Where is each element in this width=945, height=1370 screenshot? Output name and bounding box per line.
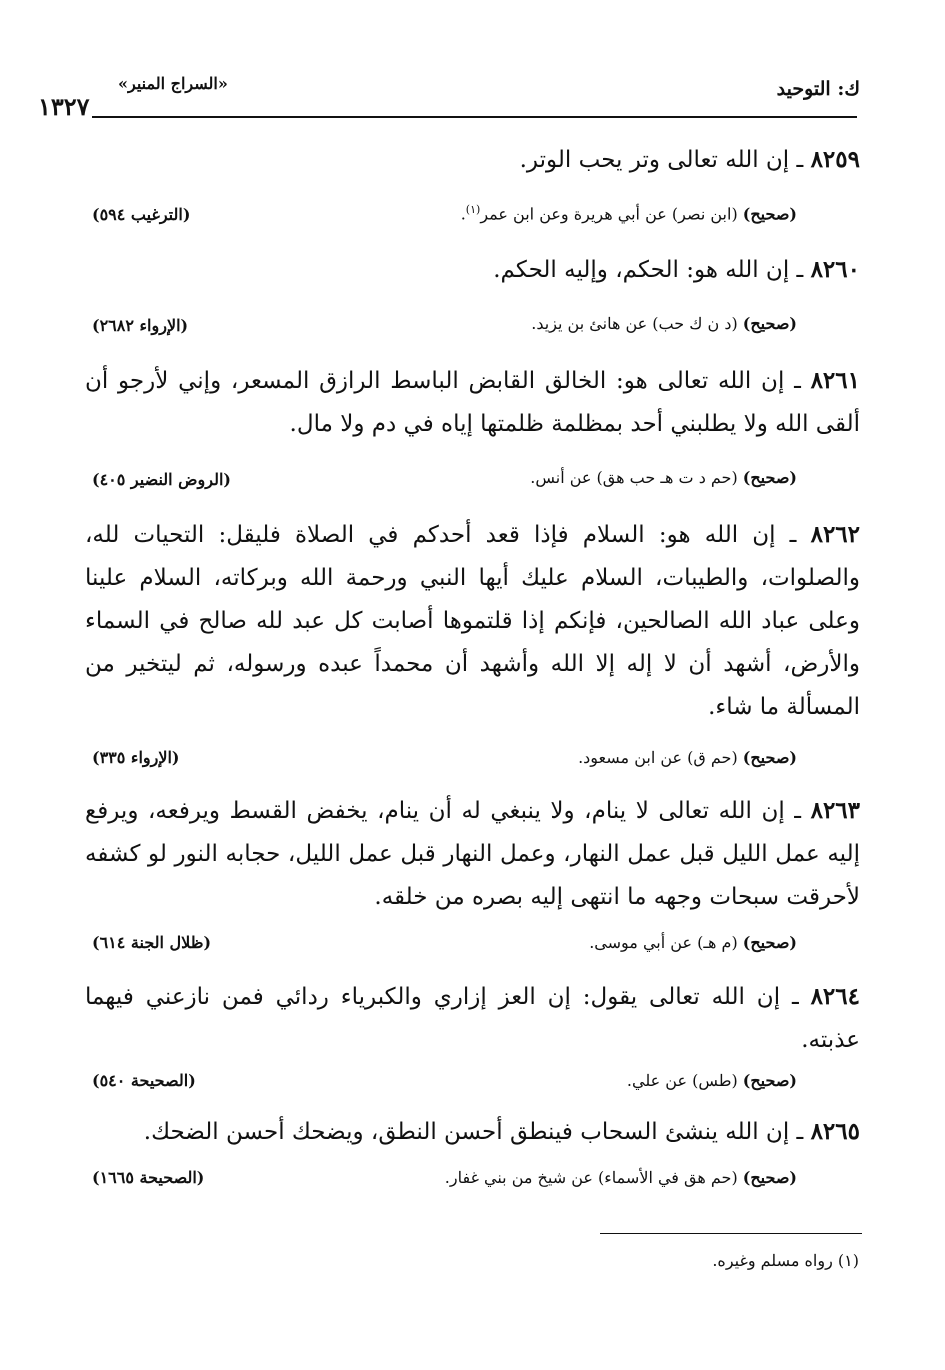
hadith-8265 [85,1110,860,1154]
narrators: (م هـ) عن أبي موسى. [589,933,738,952]
grading-line [445,1168,797,1187]
narrators: (ابن نصر) عن أبي هريرة وعن ابن عمر [480,204,738,224]
header-rule [92,116,857,118]
footnote-text: رواه مسلم وغيره. [712,1251,833,1270]
footnote-ref: (١) [465,203,481,216]
footnote [712,1251,859,1270]
hadith-text: ـ إن الله تعالى يقول: إن العز إزاري والكبرياء ردائي فمن نازعني فيهما عذبته. [85,984,860,1053]
narrators: (حم ق) عن ابن مسعود. [578,748,738,767]
source-ref: (الروض النضير ٤٠٥) [92,470,231,489]
grading-line [578,748,797,767]
grading-line [589,933,797,952]
hadith-text: ـ إن الله تعالى هو: الخالق القابض الباسط الرازق المسعر، وإني لأرجو أن ألقى الله ولا يطلبني أحد بمظلمة ظلمتها إياه في دم ولا مال. [85,368,860,437]
source-ref: (ظلال الجنة ٦١٤) [92,933,212,952]
footnote-rule [600,1233,862,1234]
grading-line [627,1071,797,1090]
narrators: (حم هق في الأسماء) عن شيخ من بني غفار. [444,1168,738,1187]
hadith-text: ـ إن الله ينشئ السحاب فينطق أحسن النطق، ويضحك أحسن الضحك. [143,1119,804,1145]
hadith-text: ـ إن الله هو: الحكم، وإليه الحكم. [493,257,804,283]
grading-line [530,468,797,487]
hadith-8261 [85,359,860,446]
hadith-number: ٨٢٦٤ [810,983,860,1010]
punctuation: . [460,204,466,224]
footnote-number: (١) [837,1251,859,1270]
grade: (صحيح) [742,204,797,224]
grade: (صحيح) [742,748,797,767]
narrators: (د ن ك حب) عن هانئ بن يزيد. [531,314,738,333]
grade: (صحيح) [742,1071,797,1090]
hadith-number: ٨٢٥٩ [810,146,860,173]
hadith-8260 [85,248,860,292]
source-ref: (الصحيحة ١٦٦٥) [92,1168,205,1187]
source-ref: (الترغيب ٥٩٤) [92,205,191,224]
hadith-text: ـ إن الله تعالى وتر يحب الوتر. [519,147,804,173]
source-ref: (الإرواء ٢٦٨٢) [92,316,189,335]
hadith-8262 [85,513,860,729]
hadith-8263 [85,789,860,919]
grade: (صحيح) [742,933,797,952]
source-ref: (الإرواء ٣٣٥) [92,748,180,767]
grade: (صحيح) [742,314,797,333]
grading-line [461,203,797,223]
hadith-8259 [85,138,860,182]
grade: (صحيح) [742,468,797,487]
hadith-number: ٨٢٦٠ [810,256,860,283]
grading-line [531,314,797,333]
grade: (صحيح) [742,1168,797,1187]
hadith-8264 [85,975,860,1062]
page-number: ١٣٢٧ [38,92,90,121]
book-title: «السراج المنير» [118,74,228,93]
hadith-number: ٨٢٦٢ [810,521,861,548]
hadith-number: ٨٢٦١ [810,367,860,394]
narrators: (طس) عن علي. [626,1071,738,1090]
hadith-text: ـ إن الله تعالى لا ينام، ولا ينبغي له أن ينام، يخفض القسط ويرفعه، ويرفع إليه عمل الليل قبل عمل النهار، وعمل النهار قبل عمل الليل، حجابه النور لو كشفه لأحرقت سبحات وجهه ما انتهى إليه بصره من خلقه. [85,798,860,910]
hadith-number: ٨٢٦٥ [810,1118,860,1145]
chapter-title: ك: التوحيد [776,78,860,100]
hadith-text: ـ إن الله هو: السلام فإذا قعد أحدكم في الصلاة فليقل: التحيات لله، والصلوات، والطيبات، السلام عليك أيها النبي ورحمة الله وبركاته، السلام علينا وعلى عباد الله الصالحين، فإنكم إذا قلتموها أصابت كل عبد لله صالح في السماء والأرض، أشهد أن لا إله إلا الله وأشهد أن محمداً عبده ورسوله، ثم ليتخير من المسألة ما شاء. [85,522,860,720]
narrators: (حم د ت هـ حب هق) عن أنس. [530,468,738,487]
source-ref: (الصحيحة ٥٤٠) [92,1071,196,1090]
hadith-number: ٨٢٦٣ [810,797,861,824]
